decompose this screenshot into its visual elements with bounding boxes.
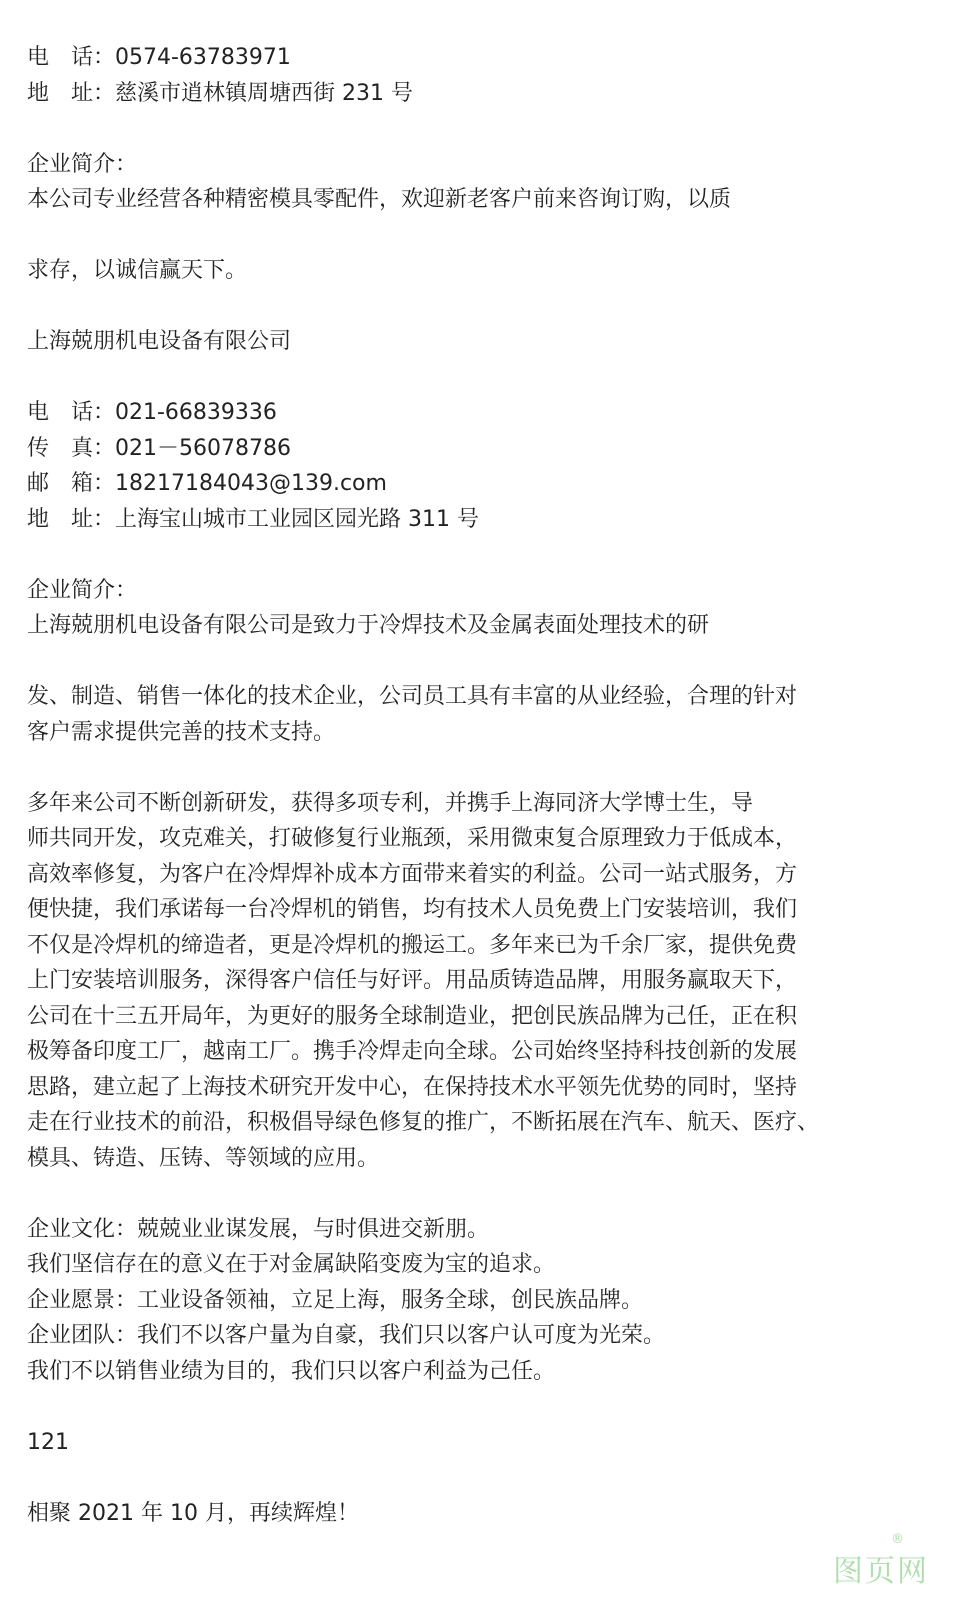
text-line: 思路，建立起了上海技术研究开发中心，在保持技术水平领先优势的同时，坚持: [27, 1074, 798, 1100]
text-line: 电 话：021-66839336: [27, 400, 277, 425]
text-line: 传 真：021－56078786: [27, 435, 291, 461]
text-line: 电 话：0574-63783971: [27, 45, 291, 70]
text-line: 上海兢朋机电设备有限公司是致力于冷焊技术及金属表面处理技术的研: [27, 613, 710, 638]
text-line: 企业团队：我们不以客户量为自豪，我们只以客户认可度为光荣。: [27, 1323, 666, 1348]
text-line: 地 址：慈溪市逍林镇周塘西街 231 号: [27, 80, 413, 106]
text-line: 高效率修复，为客户在冷焊焊补成本方面带来着实的利益。公司一站式服务，方: [27, 861, 798, 887]
text-line: 走在行业技术的前沿，积极倡导绿色修复的推广，不断拓展在汽车、航天、医疗、: [27, 1110, 820, 1135]
text-line: 上海兢朋机电设备有限公司: [27, 329, 292, 354]
watermark-text: 图页网: [833, 1554, 929, 1589]
blank-line: [27, 360, 927, 396]
text-line: 师共同开发，攻克难关，打破修复行业瓶颈，采用微束复合原理致力于低成本，: [27, 826, 798, 851]
text-line: 本公司专业经营各种精密模具零配件，欢迎新老客户前来咨询订购，以质: [27, 187, 732, 212]
blank-line: [27, 111, 927, 147]
blank-line: [27, 537, 927, 573]
text-line: 企业简介：: [27, 151, 138, 177]
text-line: 我们不以销售业绩为目的，我们只以客户利益为己任。: [27, 1358, 556, 1384]
text-line: 模具、铸造、压铸、等领域的应用。: [27, 1145, 380, 1171]
blank-line: [27, 1460, 927, 1496]
text-line: 客户需求提供完善的技术支持。: [27, 719, 336, 745]
text-line: 企业愿景：工业设备领袖，立足上海，服务全球，创民族品牌。: [27, 1287, 644, 1313]
text-line: 121: [27, 1429, 69, 1455]
blank-line: [27, 1389, 927, 1425]
text-line: 邮 箱：18217184043@139.com: [27, 471, 387, 496]
text-line: 我们坚信存在的意义在于对金属缺陷变废为宝的追求。: [27, 1252, 556, 1277]
text-line: 企业文化：兢兢业业谋发展，与时俱进交新朋。: [27, 1216, 490, 1242]
blank-line: [27, 644, 927, 680]
text-line: 求存，以诚信赢天下。: [27, 258, 248, 283]
text-line: 不仅是冷焊机的缔造者，更是冷焊机的搬运工。多年来已为千余厂家，提供免费: [27, 932, 798, 958]
registered-mark: ®: [891, 1532, 906, 1547]
text-line: 相聚 2021 年 10 月，再续辉煌！: [27, 1500, 359, 1526]
text-line: 多年来公司不断创新研发，获得多项专利，并携手上海同济大学博士生，导: [27, 790, 754, 816]
text-line: 上门安装培训服务，深得客户信任与好评。用品质铸造品牌，用服务赢取天下，: [27, 968, 798, 993]
blank-line: [27, 1176, 927, 1212]
text-line: 企业简介：: [27, 577, 138, 603]
text-line: 便快捷，我们承诺每一台冷焊机的销售，均有技术人员免费上门安装培训，我们: [27, 897, 798, 922]
text-line: 极筹备印度工厂，越南工厂。携手冷焊走向全球。公司始终坚持科技创新的发展: [27, 1039, 798, 1064]
blank-line: [27, 750, 927, 786]
blank-line: [27, 218, 927, 254]
text-line: 地 址：上海宝山城市工业园区园光路 311 号: [27, 506, 479, 532]
blank-line: [27, 289, 927, 325]
watermark-logo: [833, 1532, 929, 1590]
document-body: [27, 40, 927, 1531]
text-line: 公司在十三五开局年，为更好的服务全球制造业，把创民族品牌为己任，正在积: [27, 1003, 798, 1029]
text-line: 发、制造、销售一体化的技术企业，公司员工具有丰富的从业经验，合理的针对: [27, 684, 798, 709]
